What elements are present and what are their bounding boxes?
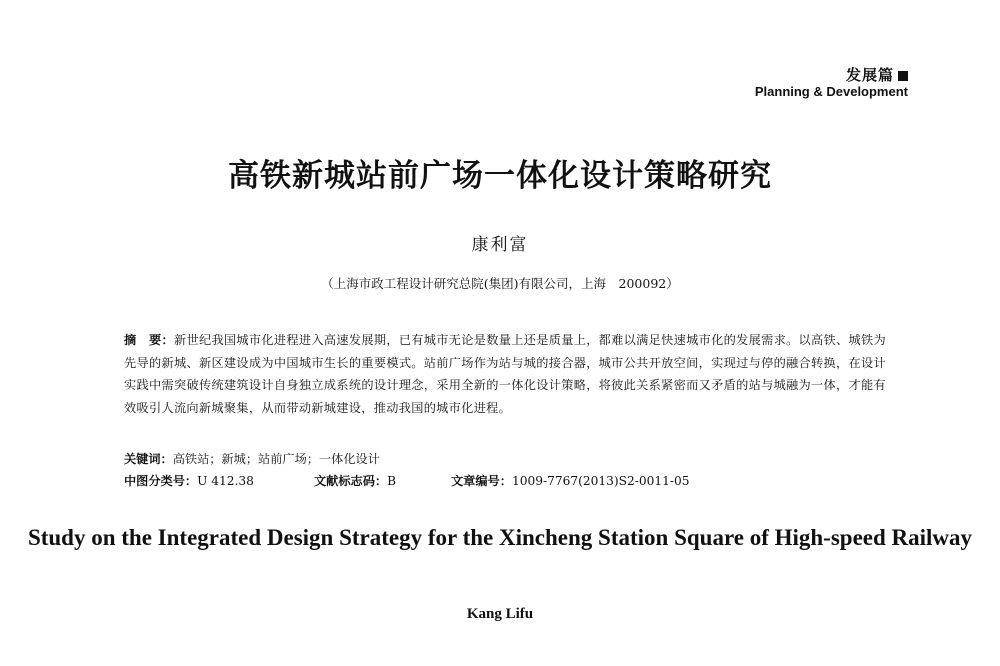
- classification-value: U 412.38: [197, 474, 254, 488]
- article-number: [451, 470, 689, 492]
- affiliation-cn: （上海市政工程设计研究总院(集团)有限公司，上海 200092）: [321, 276, 679, 291]
- abstract-text: 新世纪我国城市化进程进入高速发展期，已有城市无论是数量上还是质量上，都难以满足快速城市化的发展需求。以高铁、城铁为先导的新城、新区建设成为中国城市生长的重要模式。站前广场作为站与城的接合器，城市公共开放空间，实现过与停的融合转换，在设计实践中需突破传统建筑设计自身独立成系统的设计理念，采用全新的一体化设计策略，将彼此关系紧密而又矛盾的站与城融为一体，才能有效吸引人流向新城聚集，从而带动新城建设，推动我国的城市化进程。: [124, 333, 886, 415]
- square-icon: [898, 71, 908, 81]
- section-label-en: Planning & Development: [754, 84, 908, 99]
- classification-label: 中图分类号：: [124, 474, 198, 488]
- author-cn: 康利富: [471, 235, 529, 255]
- keywords: [124, 448, 380, 470]
- article-number-value: 1009-7767(2013)S2-0011-05: [511, 474, 690, 488]
- doc-code: [314, 470, 451, 492]
- abstract-label: 摘 要：: [124, 333, 174, 347]
- author-en: Kang Lifu: [466, 606, 534, 622]
- article-metadata: [124, 470, 884, 492]
- section-label-cn: 发展篇: [755, 66, 908, 84]
- doc-code-label: 文献标志码：: [314, 474, 388, 488]
- abstract: [124, 329, 886, 419]
- article-number-label: 文章编号：: [451, 474, 512, 488]
- section-tag: [755, 66, 908, 100]
- keywords-text: 高铁站；新城；站前广场；一体化设计: [172, 452, 380, 466]
- paper-title-en: Study on the Integrated Design Strategy for the Xincheng Station Square of High-speed Railway: [27, 525, 973, 550]
- classification: [124, 470, 314, 492]
- keywords-label: 关键词：: [124, 452, 173, 466]
- doc-code-value: B: [387, 474, 397, 488]
- paper-title-cn: 高铁新城站前广场一体化设计策略研究: [228, 158, 772, 194]
